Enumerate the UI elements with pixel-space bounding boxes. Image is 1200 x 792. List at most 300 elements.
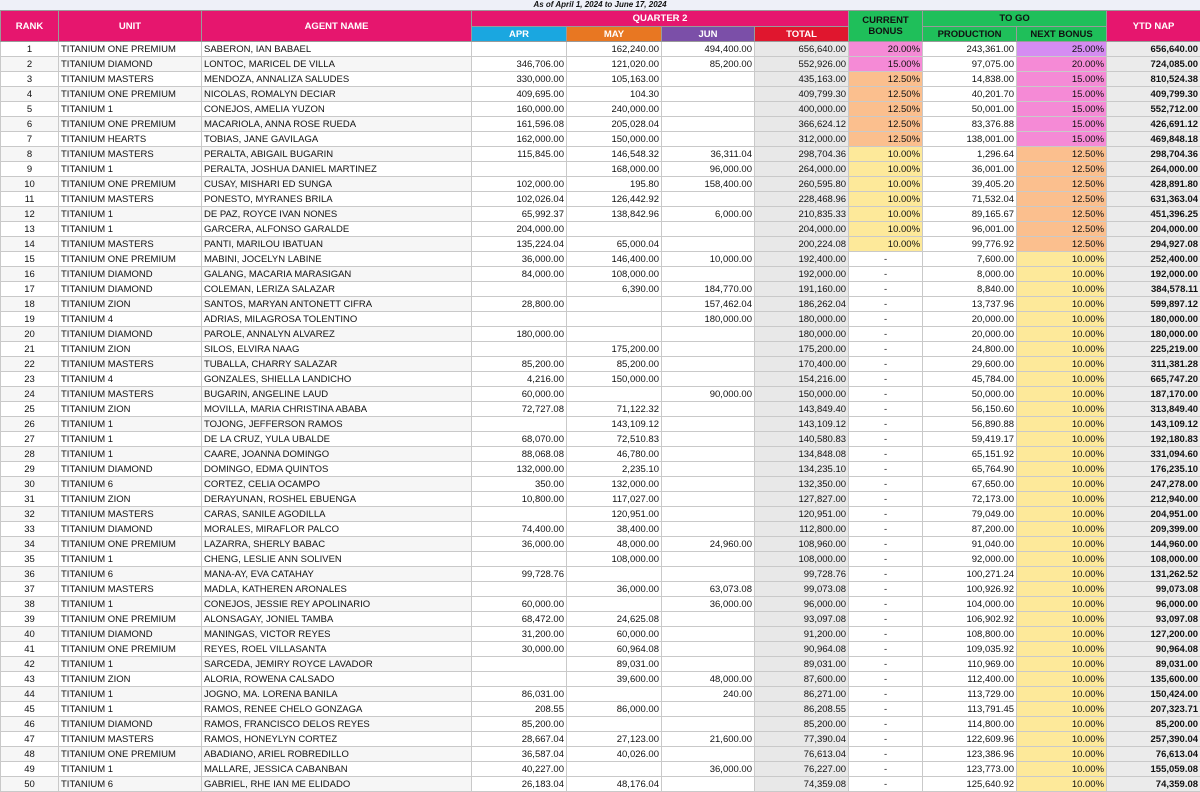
header-rank[interactable]: RANK <box>1 11 59 42</box>
apr-cell[interactable]: 115,845.00 <box>472 147 567 162</box>
may-cell[interactable]: 105,163.00 <box>567 72 662 87</box>
may-cell[interactable]: 146,400.00 <box>567 252 662 267</box>
ytd-nap-cell[interactable]: 89,031.00 <box>1107 657 1200 672</box>
apr-cell[interactable]: 74,400.00 <box>472 522 567 537</box>
rank-cell[interactable]: 14 <box>1 237 59 252</box>
rank-cell[interactable]: 19 <box>1 312 59 327</box>
may-cell[interactable]: 60,964.08 <box>567 642 662 657</box>
may-cell[interactable]: 71,122.32 <box>567 402 662 417</box>
jun-cell[interactable]: 48,000.00 <box>662 672 755 687</box>
may-cell[interactable]: 162,240.00 <box>567 42 662 57</box>
may-cell[interactable]: 104.30 <box>567 87 662 102</box>
unit-cell[interactable]: TITANIUM 1 <box>59 657 202 672</box>
rank-cell[interactable]: 32 <box>1 507 59 522</box>
may-cell[interactable]: 205,028.04 <box>567 117 662 132</box>
next-bonus-cell[interactable]: 10.00% <box>1017 507 1107 522</box>
next-bonus-cell[interactable]: 15.00% <box>1017 117 1107 132</box>
next-bonus-cell[interactable]: 25.00% <box>1017 42 1107 57</box>
ytd-nap-cell[interactable]: 631,363.04 <box>1107 192 1200 207</box>
unit-cell[interactable]: TITANIUM MASTERS <box>59 147 202 162</box>
may-cell[interactable]: 121,020.00 <box>567 57 662 72</box>
next-bonus-cell[interactable]: 10.00% <box>1017 477 1107 492</box>
jun-cell[interactable]: 36,000.00 <box>662 762 755 777</box>
agent-name-cell[interactable]: PANTI, MARILOU IBATUAN <box>202 237 472 252</box>
agent-name-cell[interactable]: CONEJOS, AMELIA YUZON <box>202 102 472 117</box>
table-row[interactable] <box>1 207 1200 222</box>
next-bonus-cell[interactable]: 10.00% <box>1017 462 1107 477</box>
ytd-nap-cell[interactable]: 298,704.36 <box>1107 147 1200 162</box>
apr-cell[interactable]: 204,000.00 <box>472 222 567 237</box>
next-bonus-cell[interactable]: 10.00% <box>1017 597 1107 612</box>
production-cell[interactable]: 99,776.92 <box>923 237 1017 252</box>
current-bonus-cell[interactable]: 12.50% <box>849 102 923 117</box>
apr-cell[interactable] <box>472 552 567 567</box>
current-bonus-cell[interactable]: - <box>849 432 923 447</box>
apr-cell[interactable]: 84,000.00 <box>472 267 567 282</box>
unit-cell[interactable]: TITANIUM MASTERS <box>59 72 202 87</box>
table-row[interactable] <box>1 402 1200 417</box>
ytd-nap-cell[interactable]: 311,381.28 <box>1107 357 1200 372</box>
current-bonus-cell[interactable]: - <box>849 387 923 402</box>
ytd-nap-cell[interactable]: 99,073.08 <box>1107 582 1200 597</box>
production-cell[interactable]: 113,791.45 <box>923 702 1017 717</box>
unit-cell[interactable]: TITANIUM DIAMOND <box>59 462 202 477</box>
rank-cell[interactable]: 35 <box>1 552 59 567</box>
table-row[interactable] <box>1 312 1200 327</box>
next-bonus-cell[interactable]: 10.00% <box>1017 717 1107 732</box>
next-bonus-cell[interactable]: 10.00% <box>1017 612 1107 627</box>
may-cell[interactable] <box>567 327 662 342</box>
apr-cell[interactable]: 36,000.00 <box>472 252 567 267</box>
table-row[interactable] <box>1 687 1200 702</box>
production-cell[interactable]: 20,000.00 <box>923 312 1017 327</box>
jun-cell[interactable]: 157,462.04 <box>662 297 755 312</box>
agent-name-cell[interactable]: PONESTO, MYRANES BRILA <box>202 192 472 207</box>
current-bonus-cell[interactable]: - <box>849 312 923 327</box>
jun-cell[interactable] <box>662 612 755 627</box>
current-bonus-cell[interactable]: - <box>849 402 923 417</box>
table-row[interactable] <box>1 222 1200 237</box>
total-cell[interactable]: 298,704.36 <box>755 147 849 162</box>
ytd-nap-cell[interactable]: 144,960.00 <box>1107 537 1200 552</box>
apr-cell[interactable]: 26,183.04 <box>472 777 567 792</box>
jun-cell[interactable] <box>662 507 755 522</box>
production-cell[interactable]: 45,784.00 <box>923 372 1017 387</box>
table-row[interactable] <box>1 747 1200 762</box>
production-cell[interactable]: 65,764.90 <box>923 462 1017 477</box>
total-cell[interactable]: 76,613.04 <box>755 747 849 762</box>
jun-cell[interactable]: 24,960.00 <box>662 537 755 552</box>
agent-name-cell[interactable]: MADLA, KATHEREN ARONALES <box>202 582 472 597</box>
rank-cell[interactable]: 24 <box>1 387 59 402</box>
next-bonus-cell[interactable]: 20.00% <box>1017 57 1107 72</box>
unit-cell[interactable]: TITANIUM MASTERS <box>59 507 202 522</box>
jun-cell[interactable]: 96,000.00 <box>662 162 755 177</box>
may-cell[interactable]: 132,000.00 <box>567 477 662 492</box>
unit-cell[interactable]: TITANIUM ONE PREMIUM <box>59 642 202 657</box>
production-cell[interactable]: 1,296.64 <box>923 147 1017 162</box>
agent-name-cell[interactable]: MORALES, MIRAFLOR PALCO <box>202 522 472 537</box>
jun-cell[interactable] <box>662 702 755 717</box>
next-bonus-cell[interactable]: 10.00% <box>1017 447 1107 462</box>
agent-name-cell[interactable]: MABINI, JOCELYN LABINE <box>202 252 472 267</box>
may-cell[interactable]: 108,000.00 <box>567 552 662 567</box>
unit-cell[interactable]: TITANIUM DIAMOND <box>59 267 202 282</box>
agent-name-cell[interactable]: PERALTA, ABIGAIL BUGARIN <box>202 147 472 162</box>
unit-cell[interactable]: TITANIUM 4 <box>59 372 202 387</box>
total-cell[interactable]: 127,827.00 <box>755 492 849 507</box>
rank-cell[interactable]: 46 <box>1 717 59 732</box>
apr-cell[interactable]: 208.55 <box>472 702 567 717</box>
rank-cell[interactable]: 42 <box>1 657 59 672</box>
header-apr[interactable]: APR <box>472 27 567 42</box>
current-bonus-cell[interactable]: - <box>849 657 923 672</box>
table-row[interactable] <box>1 762 1200 777</box>
jun-cell[interactable]: 90,000.00 <box>662 387 755 402</box>
unit-cell[interactable]: TITANIUM ONE PREMIUM <box>59 747 202 762</box>
may-cell[interactable]: 195.80 <box>567 177 662 192</box>
production-cell[interactable]: 87,200.00 <box>923 522 1017 537</box>
may-cell[interactable]: 168,000.00 <box>567 162 662 177</box>
unit-cell[interactable]: TITANIUM 1 <box>59 762 202 777</box>
current-bonus-cell[interactable]: - <box>849 417 923 432</box>
apr-cell[interactable]: 72,727.08 <box>472 402 567 417</box>
jun-cell[interactable]: 240.00 <box>662 687 755 702</box>
agent-name-cell[interactable]: PAROLE, ANNALYN ALVAREZ <box>202 327 472 342</box>
total-cell[interactable]: 552,926.00 <box>755 57 849 72</box>
apr-cell[interactable]: 10,800.00 <box>472 492 567 507</box>
rank-cell[interactable]: 11 <box>1 192 59 207</box>
next-bonus-cell[interactable]: 12.50% <box>1017 237 1107 252</box>
header-ytd-nap[interactable]: YTD NAP <box>1107 11 1200 42</box>
rank-cell[interactable]: 2 <box>1 57 59 72</box>
current-bonus-cell[interactable]: - <box>849 597 923 612</box>
total-cell[interactable]: 91,200.00 <box>755 627 849 642</box>
jun-cell[interactable]: 180,000.00 <box>662 312 755 327</box>
next-bonus-cell[interactable]: 10.00% <box>1017 627 1107 642</box>
ytd-nap-cell[interactable]: 108,000.00 <box>1107 552 1200 567</box>
production-cell[interactable]: 56,890.88 <box>923 417 1017 432</box>
next-bonus-cell[interactable]: 10.00% <box>1017 537 1107 552</box>
next-bonus-cell[interactable]: 10.00% <box>1017 297 1107 312</box>
current-bonus-cell[interactable]: - <box>849 747 923 762</box>
header-to-go[interactable]: TO GO <box>923 11 1107 27</box>
current-bonus-cell[interactable]: - <box>849 567 923 582</box>
ytd-nap-cell[interactable]: 204,951.00 <box>1107 507 1200 522</box>
production-cell[interactable]: 138,001.00 <box>923 132 1017 147</box>
header-current-bonus[interactable] <box>849 11 923 42</box>
agent-name-cell[interactable]: DERAYUNAN, ROSHEL EBUENGA <box>202 492 472 507</box>
current-bonus-cell[interactable]: - <box>849 702 923 717</box>
current-bonus-cell[interactable]: 10.00% <box>849 162 923 177</box>
apr-cell[interactable] <box>472 582 567 597</box>
agent-name-cell[interactable]: ALONSAGAY, JONIEL TAMBA <box>202 612 472 627</box>
header-quarter-2[interactable]: QUARTER 2 <box>472 11 849 27</box>
may-cell[interactable]: 40,026.00 <box>567 747 662 762</box>
ytd-nap-cell[interactable]: 85,200.00 <box>1107 717 1200 732</box>
current-bonus-cell[interactable]: - <box>849 582 923 597</box>
may-cell[interactable]: 38,400.00 <box>567 522 662 537</box>
apr-cell[interactable]: 4,216.00 <box>472 372 567 387</box>
current-bonus-cell[interactable]: 12.50% <box>849 87 923 102</box>
agent-name-cell[interactable]: DOMINGO, EDMA QUINTOS <box>202 462 472 477</box>
production-cell[interactable]: 92,000.00 <box>923 552 1017 567</box>
may-cell[interactable]: 120,951.00 <box>567 507 662 522</box>
current-bonus-cell[interactable]: 12.50% <box>849 132 923 147</box>
jun-cell[interactable]: 63,073.08 <box>662 582 755 597</box>
ytd-nap-cell[interactable]: 599,897.12 <box>1107 297 1200 312</box>
current-bonus-cell[interactable]: 12.50% <box>849 72 923 87</box>
may-cell[interactable] <box>567 687 662 702</box>
rank-cell[interactable]: 12 <box>1 207 59 222</box>
rank-cell[interactable]: 5 <box>1 102 59 117</box>
rank-cell[interactable]: 29 <box>1 462 59 477</box>
next-bonus-cell[interactable]: 10.00% <box>1017 582 1107 597</box>
total-cell[interactable]: 76,227.00 <box>755 762 849 777</box>
jun-cell[interactable]: 85,200.00 <box>662 57 755 72</box>
apr-cell[interactable]: 88,068.08 <box>472 447 567 462</box>
may-cell[interactable]: 143,109.12 <box>567 417 662 432</box>
unit-cell[interactable]: TITANIUM ONE PREMIUM <box>59 177 202 192</box>
header-total[interactable]: TOTAL <box>755 27 849 42</box>
rank-cell[interactable]: 38 <box>1 597 59 612</box>
total-cell[interactable]: 210,835.33 <box>755 207 849 222</box>
ytd-nap-cell[interactable]: 150,424.00 <box>1107 687 1200 702</box>
apr-cell[interactable]: 161,596.08 <box>472 117 567 132</box>
may-cell[interactable] <box>567 312 662 327</box>
may-cell[interactable] <box>567 222 662 237</box>
jun-cell[interactable] <box>662 267 755 282</box>
table-row[interactable] <box>1 642 1200 657</box>
apr-cell[interactable]: 409,695.00 <box>472 87 567 102</box>
apr-cell[interactable] <box>472 162 567 177</box>
table-row[interactable] <box>1 777 1200 792</box>
production-cell[interactable]: 72,173.00 <box>923 492 1017 507</box>
total-cell[interactable]: 192,400.00 <box>755 252 849 267</box>
table-row[interactable] <box>1 492 1200 507</box>
next-bonus-cell[interactable]: 15.00% <box>1017 72 1107 87</box>
rank-cell[interactable]: 31 <box>1 492 59 507</box>
jun-cell[interactable] <box>662 642 755 657</box>
total-cell[interactable]: 99,728.76 <box>755 567 849 582</box>
unit-cell[interactable]: TITANIUM DIAMOND <box>59 282 202 297</box>
table-row[interactable] <box>1 357 1200 372</box>
ytd-nap-cell[interactable]: 127,200.00 <box>1107 627 1200 642</box>
total-cell[interactable]: 108,960.00 <box>755 537 849 552</box>
total-cell[interactable]: 89,031.00 <box>755 657 849 672</box>
current-bonus-cell[interactable]: 10.00% <box>849 222 923 237</box>
table-row[interactable] <box>1 567 1200 582</box>
agent-name-cell[interactable]: ALORIA, ROWENA CALSADO <box>202 672 472 687</box>
total-cell[interactable]: 260,595.80 <box>755 177 849 192</box>
next-bonus-cell[interactable]: 10.00% <box>1017 282 1107 297</box>
current-bonus-cell[interactable]: - <box>849 672 923 687</box>
current-bonus-cell[interactable]: 10.00% <box>849 147 923 162</box>
total-cell[interactable]: 186,262.04 <box>755 297 849 312</box>
jun-cell[interactable] <box>662 657 755 672</box>
next-bonus-cell[interactable]: 10.00% <box>1017 492 1107 507</box>
ytd-nap-cell[interactable]: 135,600.00 <box>1107 672 1200 687</box>
next-bonus-cell[interactable]: 12.50% <box>1017 162 1107 177</box>
production-cell[interactable]: 123,386.96 <box>923 747 1017 762</box>
production-cell[interactable]: 108,800.00 <box>923 627 1017 642</box>
total-cell[interactable]: 175,200.00 <box>755 342 849 357</box>
agent-name-cell[interactable]: RAMOS, FRANCISCO DELOS REYES <box>202 717 472 732</box>
agent-name-cell[interactable]: PERALTA, JOSHUA DANIEL MARTINEZ <box>202 162 472 177</box>
agent-name-cell[interactable]: SILOS, ELVIRA NAAG <box>202 342 472 357</box>
table-row[interactable] <box>1 117 1200 132</box>
table-row[interactable] <box>1 702 1200 717</box>
ytd-nap-cell[interactable]: 192,000.00 <box>1107 267 1200 282</box>
jun-cell[interactable] <box>662 522 755 537</box>
ytd-nap-cell[interactable]: 331,094.60 <box>1107 447 1200 462</box>
ytd-nap-cell[interactable]: 724,085.00 <box>1107 57 1200 72</box>
jun-cell[interactable] <box>662 402 755 417</box>
agent-name-cell[interactable]: ADRIAS, MILAGROSA TOLENTINO <box>202 312 472 327</box>
unit-cell[interactable]: TITANIUM ZION <box>59 672 202 687</box>
table-row[interactable] <box>1 327 1200 342</box>
table-row[interactable] <box>1 717 1200 732</box>
may-cell[interactable]: 48,000.00 <box>567 537 662 552</box>
production-cell[interactable]: 67,650.00 <box>923 477 1017 492</box>
next-bonus-cell[interactable]: 10.00% <box>1017 357 1107 372</box>
apr-cell[interactable]: 102,026.04 <box>472 192 567 207</box>
production-cell[interactable]: 8,000.00 <box>923 267 1017 282</box>
agent-name-cell[interactable]: CAARE, JOANNA DOMINGO <box>202 447 472 462</box>
current-bonus-cell[interactable]: - <box>849 462 923 477</box>
agent-name-cell[interactable]: DE PAZ, ROYCE IVAN NONES <box>202 207 472 222</box>
next-bonus-cell[interactable]: 10.00% <box>1017 327 1107 342</box>
table-row[interactable] <box>1 552 1200 567</box>
total-cell[interactable]: 134,235.10 <box>755 462 849 477</box>
ytd-nap-cell[interactable]: 264,000.00 <box>1107 162 1200 177</box>
total-cell[interactable]: 108,000.00 <box>755 552 849 567</box>
table-row[interactable] <box>1 87 1200 102</box>
may-cell[interactable]: 89,031.00 <box>567 657 662 672</box>
may-cell[interactable]: 65,000.04 <box>567 237 662 252</box>
table-row[interactable] <box>1 627 1200 642</box>
jun-cell[interactable] <box>662 447 755 462</box>
table-row[interactable] <box>1 297 1200 312</box>
production-cell[interactable]: 110,969.00 <box>923 657 1017 672</box>
production-cell[interactable]: 65,151.92 <box>923 447 1017 462</box>
apr-cell[interactable] <box>472 417 567 432</box>
unit-cell[interactable]: TITANIUM ONE PREMIUM <box>59 537 202 552</box>
jun-cell[interactable] <box>662 432 755 447</box>
table-row[interactable] <box>1 162 1200 177</box>
agent-name-cell[interactable]: BUGARIN, ANGELINE LAUD <box>202 387 472 402</box>
table-row[interactable] <box>1 42 1200 57</box>
jun-cell[interactable] <box>662 72 755 87</box>
total-cell[interactable]: 400,000.00 <box>755 102 849 117</box>
agent-name-cell[interactable]: CHENG, LESLIE ANN SOLIVEN <box>202 552 472 567</box>
current-bonus-cell[interactable]: - <box>849 762 923 777</box>
unit-cell[interactable]: TITANIUM ONE PREMIUM <box>59 117 202 132</box>
unit-cell[interactable]: TITANIUM 1 <box>59 597 202 612</box>
agent-name-cell[interactable]: CUSAY, MISHARI ED SUNGA <box>202 177 472 192</box>
production-cell[interactable]: 50,001.00 <box>923 102 1017 117</box>
unit-cell[interactable]: TITANIUM MASTERS <box>59 732 202 747</box>
total-cell[interactable]: 77,390.04 <box>755 732 849 747</box>
current-bonus-cell[interactable]: - <box>849 507 923 522</box>
may-cell[interactable]: 108,000.00 <box>567 267 662 282</box>
rank-cell[interactable]: 33 <box>1 522 59 537</box>
rank-cell[interactable]: 40 <box>1 627 59 642</box>
ytd-nap-cell[interactable]: 313,849.40 <box>1107 402 1200 417</box>
table-row[interactable] <box>1 72 1200 87</box>
jun-cell[interactable] <box>662 417 755 432</box>
current-bonus-cell[interactable]: - <box>849 477 923 492</box>
agent-name-cell[interactable]: MANA-AY, EVA CATAHAY <box>202 567 472 582</box>
total-cell[interactable]: 409,799.30 <box>755 87 849 102</box>
next-bonus-cell[interactable]: 10.00% <box>1017 417 1107 432</box>
unit-cell[interactable]: TITANIUM MASTERS <box>59 357 202 372</box>
rank-cell[interactable]: 34 <box>1 537 59 552</box>
ytd-nap-cell[interactable]: 93,097.08 <box>1107 612 1200 627</box>
current-bonus-cell[interactable]: - <box>849 357 923 372</box>
production-cell[interactable]: 83,376.88 <box>923 117 1017 132</box>
may-cell[interactable]: 150,000.00 <box>567 372 662 387</box>
jun-cell[interactable] <box>662 237 755 252</box>
may-cell[interactable] <box>567 717 662 732</box>
agent-name-cell[interactable]: TOJONG, JEFFERSON RAMOS <box>202 417 472 432</box>
rank-cell[interactable]: 27 <box>1 432 59 447</box>
unit-cell[interactable]: TITANIUM ONE PREMIUM <box>59 42 202 57</box>
total-cell[interactable]: 86,208.55 <box>755 702 849 717</box>
unit-cell[interactable]: TITANIUM 1 <box>59 447 202 462</box>
jun-cell[interactable] <box>662 357 755 372</box>
rank-cell[interactable]: 36 <box>1 567 59 582</box>
rank-cell[interactable]: 23 <box>1 372 59 387</box>
production-cell[interactable]: 29,600.00 <box>923 357 1017 372</box>
rank-cell[interactable]: 15 <box>1 252 59 267</box>
production-cell[interactable]: 50,000.00 <box>923 387 1017 402</box>
next-bonus-cell[interactable]: 10.00% <box>1017 372 1107 387</box>
jun-cell[interactable] <box>662 477 755 492</box>
table-row[interactable] <box>1 177 1200 192</box>
may-cell[interactable]: 72,510.83 <box>567 432 662 447</box>
apr-cell[interactable]: 86,031.00 <box>472 687 567 702</box>
may-cell[interactable] <box>567 597 662 612</box>
next-bonus-cell[interactable]: 10.00% <box>1017 522 1107 537</box>
table-row[interactable] <box>1 237 1200 252</box>
rank-cell[interactable]: 20 <box>1 327 59 342</box>
next-bonus-cell[interactable]: 12.50% <box>1017 207 1107 222</box>
next-bonus-cell[interactable]: 10.00% <box>1017 777 1107 792</box>
current-bonus-cell[interactable]: - <box>849 327 923 342</box>
may-cell[interactable]: 240,000.00 <box>567 102 662 117</box>
jun-cell[interactable] <box>662 102 755 117</box>
table-row[interactable] <box>1 417 1200 432</box>
next-bonus-cell[interactable]: 15.00% <box>1017 102 1107 117</box>
current-bonus-cell[interactable]: - <box>849 552 923 567</box>
unit-cell[interactable]: TITANIUM ZION <box>59 342 202 357</box>
header-jun[interactable]: JUN <box>662 27 755 42</box>
table-row[interactable] <box>1 522 1200 537</box>
agent-name-cell[interactable]: JOGNO, MA. LORENA BANILA <box>202 687 472 702</box>
agent-name-cell[interactable]: RAMOS, HONEYLYN CORTEZ <box>202 732 472 747</box>
unit-cell[interactable]: TITANIUM 1 <box>59 552 202 567</box>
total-cell[interactable]: 228,468.96 <box>755 192 849 207</box>
jun-cell[interactable]: 21,600.00 <box>662 732 755 747</box>
jun-cell[interactable] <box>662 342 755 357</box>
rank-cell[interactable]: 48 <box>1 747 59 762</box>
apr-cell[interactable]: 135,224.04 <box>472 237 567 252</box>
unit-cell[interactable]: TITANIUM DIAMOND <box>59 522 202 537</box>
rank-cell[interactable]: 6 <box>1 117 59 132</box>
current-bonus-cell[interactable]: - <box>849 492 923 507</box>
jun-cell[interactable]: 494,400.00 <box>662 42 755 57</box>
